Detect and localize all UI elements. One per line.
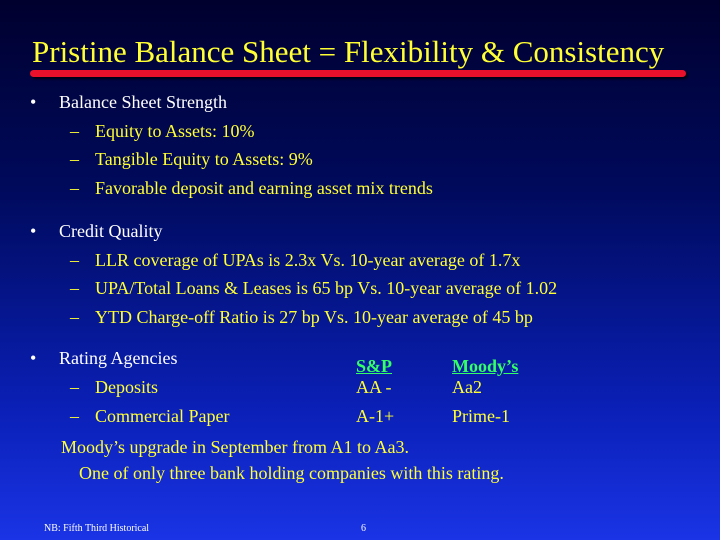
dash-icon: – — [70, 278, 79, 298]
section-heading-rating-agencies: Rating Agencies — [59, 348, 178, 368]
dash-icon: – — [70, 250, 79, 270]
title-underline-bar — [30, 70, 686, 77]
section-heading-balance-sheet: Balance Sheet Strength — [59, 92, 227, 112]
rating-moodys-value: Prime-1 — [452, 406, 510, 426]
note-line-1: Moody’s upgrade in September from A1 to Aa3. — [61, 437, 409, 457]
rating-sp-value: AA - — [356, 377, 392, 397]
bullet-icon: • — [30, 221, 37, 241]
dash-icon: – — [70, 178, 79, 198]
column-header-sp: S&P — [356, 356, 392, 376]
list-item: Favorable deposit and earning asset mix trends — [95, 178, 433, 198]
list-item: UPA/Total Loans & Leases is 65 bp Vs. 10-year average of 1.02 — [95, 278, 558, 298]
dash-icon: – — [70, 377, 79, 397]
list-item: Equity to Assets: 10% — [95, 121, 255, 141]
rating-sp-value: A-1+ — [356, 406, 395, 426]
slide-title: Pristine Balance Sheet = Flexibility & Consistency — [32, 34, 665, 69]
dash-icon: – — [70, 307, 79, 327]
note-line-2: One of only three bank holding companies with this rating. — [79, 463, 504, 483]
rating-moodys-value: Aa2 — [452, 377, 482, 397]
list-item: YTD Charge-off Ratio is 27 bp Vs. 10-year average of 45 bp — [95, 307, 533, 327]
rating-row-label: Commercial Paper — [95, 406, 230, 426]
section-heading-credit-quality: Credit Quality — [59, 221, 163, 241]
list-item: LLR coverage of UPAs is 2.3x Vs. 10-year average of 1.7x — [95, 250, 521, 270]
dash-icon: – — [70, 149, 79, 169]
page-number: 6 — [361, 523, 366, 534]
bullet-icon: • — [30, 92, 37, 112]
list-item: Tangible Equity to Assets: 9% — [95, 149, 313, 169]
dash-icon: – — [70, 121, 79, 141]
rating-row-label: Deposits — [95, 377, 158, 397]
footer-source: NB: Fifth Third Historical — [44, 523, 150, 534]
column-header-moodys: Moody’s — [452, 356, 519, 376]
bullet-icon: • — [30, 348, 37, 368]
dash-icon: – — [70, 406, 79, 426]
